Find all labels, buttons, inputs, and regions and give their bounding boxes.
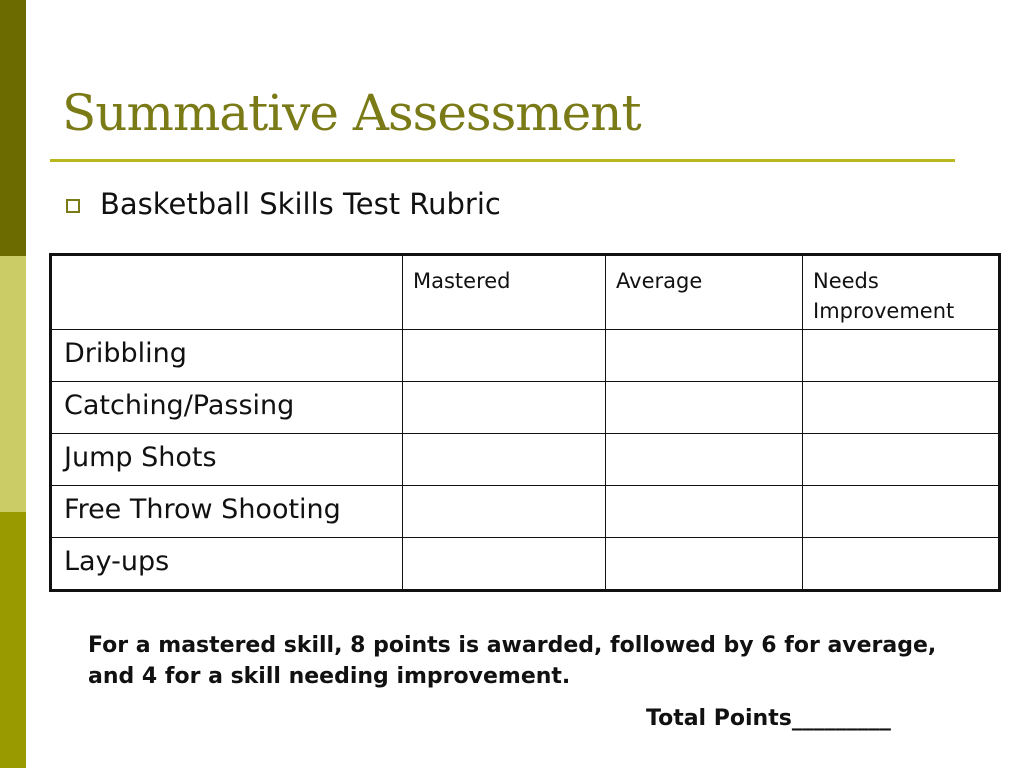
skill-label: Lay-ups xyxy=(64,546,170,577)
total-points-line: Total Points_________ xyxy=(646,706,891,731)
side-bar-middle xyxy=(0,256,26,512)
mastered-cell xyxy=(403,486,606,538)
needs-improvement-cell xyxy=(803,538,1000,591)
mastered-cell xyxy=(403,382,606,434)
needs-improvement-cell xyxy=(803,434,1000,486)
average-cell xyxy=(606,382,803,434)
table-row xyxy=(51,486,1000,538)
side-bar-bottom xyxy=(0,512,26,768)
side-bar-top xyxy=(0,0,26,256)
average-cell xyxy=(606,538,803,591)
needs-improvement-cell xyxy=(803,382,1000,434)
skill-cell xyxy=(51,538,403,591)
table-row xyxy=(51,382,1000,434)
mastered-cell xyxy=(403,538,606,591)
header-cell-empty xyxy=(51,255,403,330)
header-cell-average xyxy=(606,255,803,330)
header-mastered: Mastered xyxy=(413,269,511,293)
needs-improvement-cell xyxy=(803,330,1000,382)
bullet-text: Basketball Skills Test Rubric xyxy=(100,187,501,221)
skill-label: Free Throw Shooting xyxy=(64,494,341,525)
average-cell xyxy=(606,434,803,486)
skill-label: Jump Shots xyxy=(64,442,217,473)
table-row xyxy=(51,434,1000,486)
needs-improvement-cell xyxy=(803,486,1000,538)
rubric-table xyxy=(49,253,1001,592)
header-cell-needs-improvement xyxy=(803,255,1000,330)
header-cell-mastered xyxy=(403,255,606,330)
skill-label: Catching/Passing xyxy=(64,390,295,421)
mastered-cell xyxy=(403,330,606,382)
slide-title: Summative Assessment xyxy=(62,84,641,142)
mastered-cell xyxy=(403,434,606,486)
table-header-row xyxy=(51,255,1000,330)
square-bullet-icon xyxy=(66,199,80,213)
skill-cell xyxy=(51,434,403,486)
skill-cell xyxy=(51,486,403,538)
header-needs-improvement: Needs Improvement xyxy=(813,269,955,323)
skill-label: Dribbling xyxy=(64,338,187,369)
skill-cell xyxy=(51,382,403,434)
table-row xyxy=(51,330,1000,382)
scoring-note: For a mastered skill, 8 points is awarded, followed by 6 for average, and 4 for a skill needing improvement. xyxy=(88,633,937,689)
header-average: Average xyxy=(616,269,703,293)
skill-cell xyxy=(51,330,403,382)
bullet-item xyxy=(66,187,501,221)
average-cell xyxy=(606,486,803,538)
average-cell xyxy=(606,330,803,382)
table-row xyxy=(51,538,1000,591)
title-divider xyxy=(50,159,955,162)
